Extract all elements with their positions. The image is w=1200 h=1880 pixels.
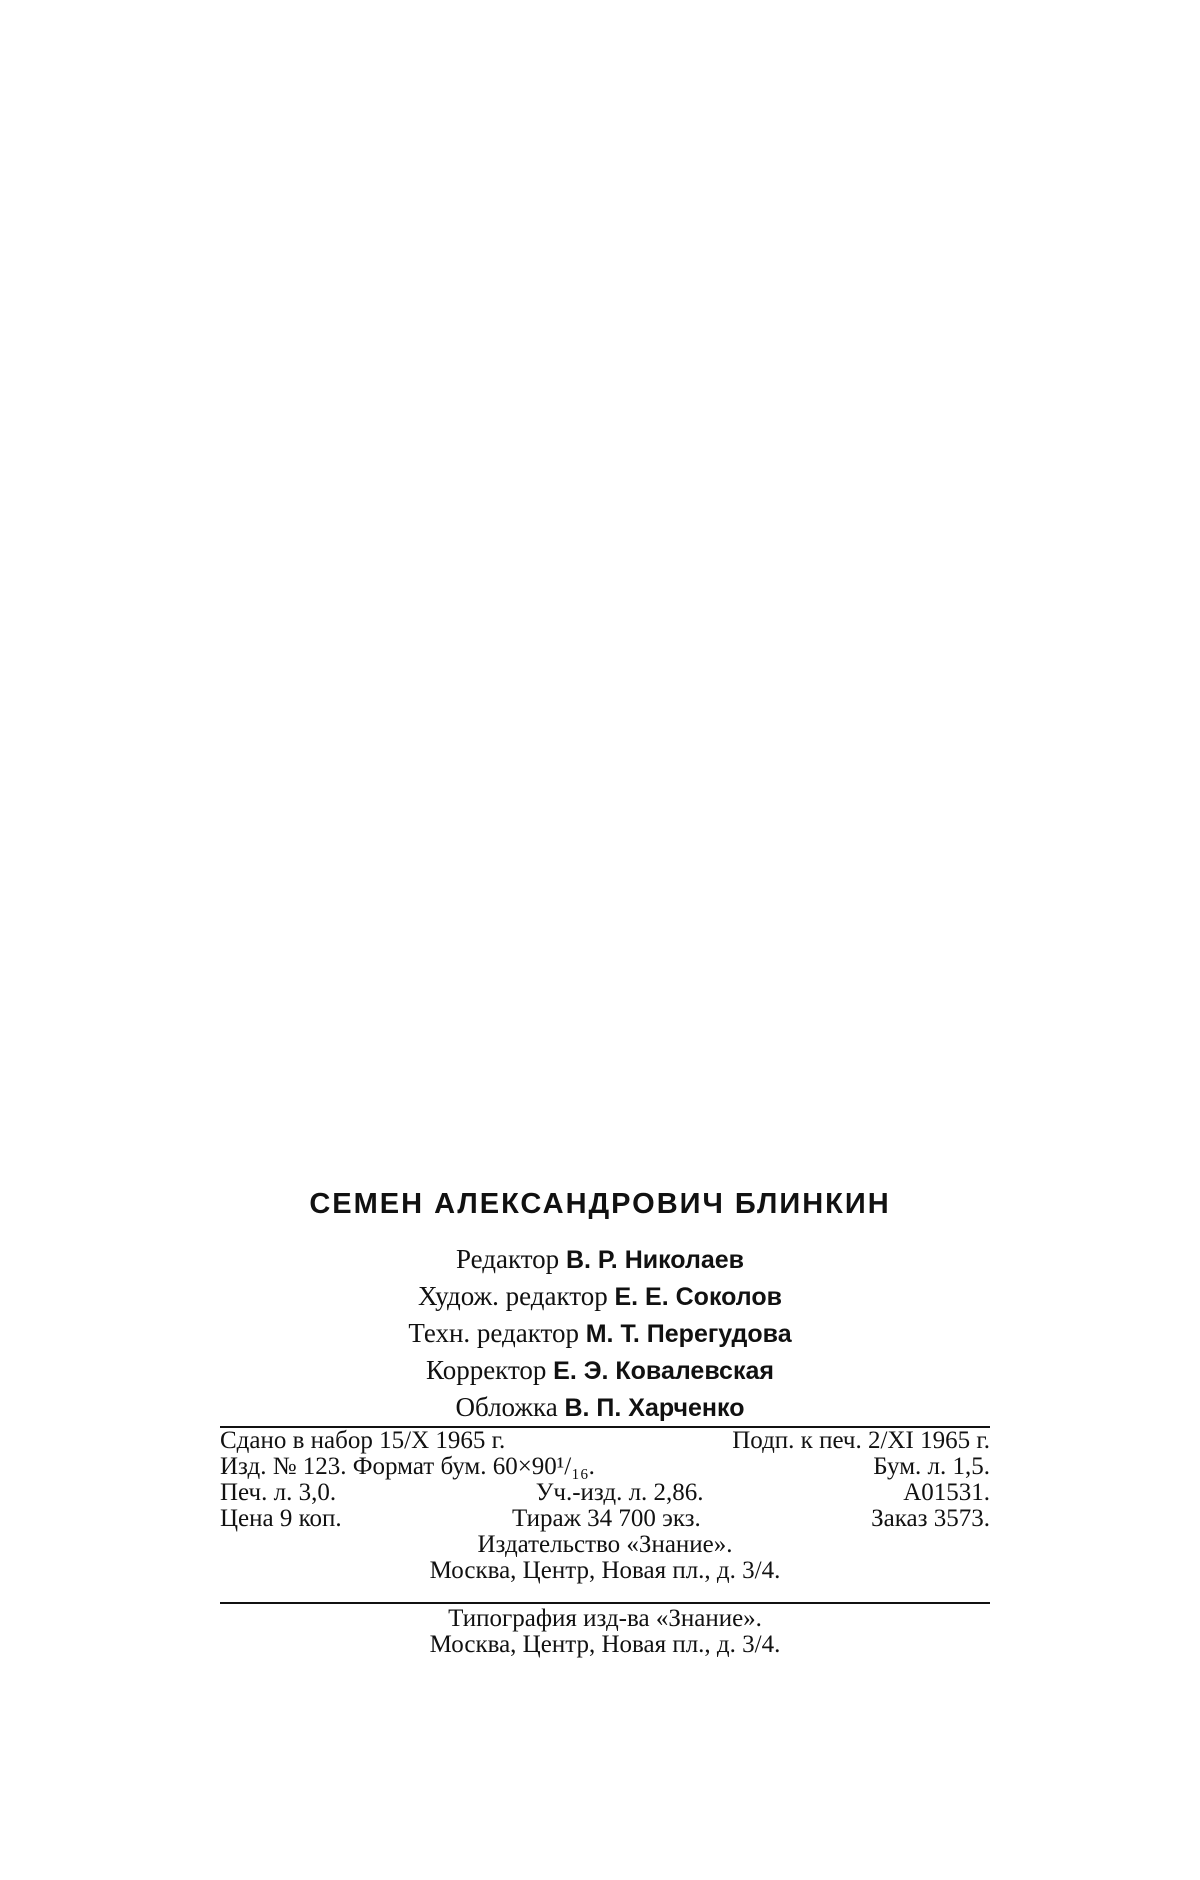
credit-role: Корректор [426, 1355, 547, 1385]
typeset-date: Сдано в набор 15/X 1965 г. [220, 1427, 506, 1454]
printer-name: Типография изд-ва «Знание». [448, 1605, 762, 1632]
edition-format: Изд. № 123. Формат бум. 60×90¹/₁₆. [220, 1453, 595, 1480]
credit-editor [0, 1241, 1200, 1278]
order-number: Заказ 3573. [871, 1505, 990, 1532]
paper-sheets: Бум. л. 1,5. [873, 1453, 990, 1480]
credit-role: Редактор [455, 1244, 560, 1274]
credit-person: Е. Е. Соколов [614, 1283, 782, 1311]
imprint-row-format [220, 1454, 990, 1480]
credit-art-editor [0, 1278, 1200, 1315]
credit-role: Техн. редактор [408, 1318, 579, 1348]
credit-cover [0, 1389, 1200, 1426]
credits-block [0, 1241, 1200, 1426]
imprint-row-dates [220, 1428, 990, 1454]
credit-person: В. Р. Николаев [565, 1246, 745, 1274]
credit-role: Обложка [455, 1392, 558, 1422]
credit-role: Худож. редактор [418, 1281, 608, 1311]
publisher-address: Москва, Центр, Новая пл., д. 3/4. [429, 1557, 781, 1584]
print-approval-date: Подп. к печ. 2/XI 1965 г. [732, 1427, 990, 1454]
price: Цена 9 коп. [220, 1505, 342, 1532]
publishing-sheets: Уч.-изд. л. 2,86. [535, 1479, 704, 1506]
credit-person: Е. Э. Ковалевская [553, 1357, 774, 1385]
print-run: Тираж 34 700 экз. [511, 1505, 701, 1532]
imprint-block [220, 1428, 990, 1584]
author-name: СЕМЕН АЛЕКСАНДРОВИЧ БЛИНКИН [309, 1188, 891, 1220]
imprint-row-sheets [220, 1480, 990, 1506]
publisher-name: Издательство «Знание». [477, 1531, 733, 1558]
credit-proofreader [0, 1352, 1200, 1389]
printer-address: Москва, Центр, Новая пл., д. 3/4. [429, 1631, 781, 1658]
credit-person: М. Т. Перегудова [585, 1320, 792, 1348]
imprint-row-price [220, 1506, 990, 1532]
license-code: А01531. [903, 1479, 990, 1506]
imprint-bottom-rule [220, 1602, 990, 1604]
credit-tech-editor [0, 1315, 1200, 1352]
credit-person: В. П. Харченко [564, 1394, 745, 1422]
printed-sheets: Печ. л. 3,0. [220, 1479, 337, 1506]
printer-block [220, 1606, 990, 1658]
